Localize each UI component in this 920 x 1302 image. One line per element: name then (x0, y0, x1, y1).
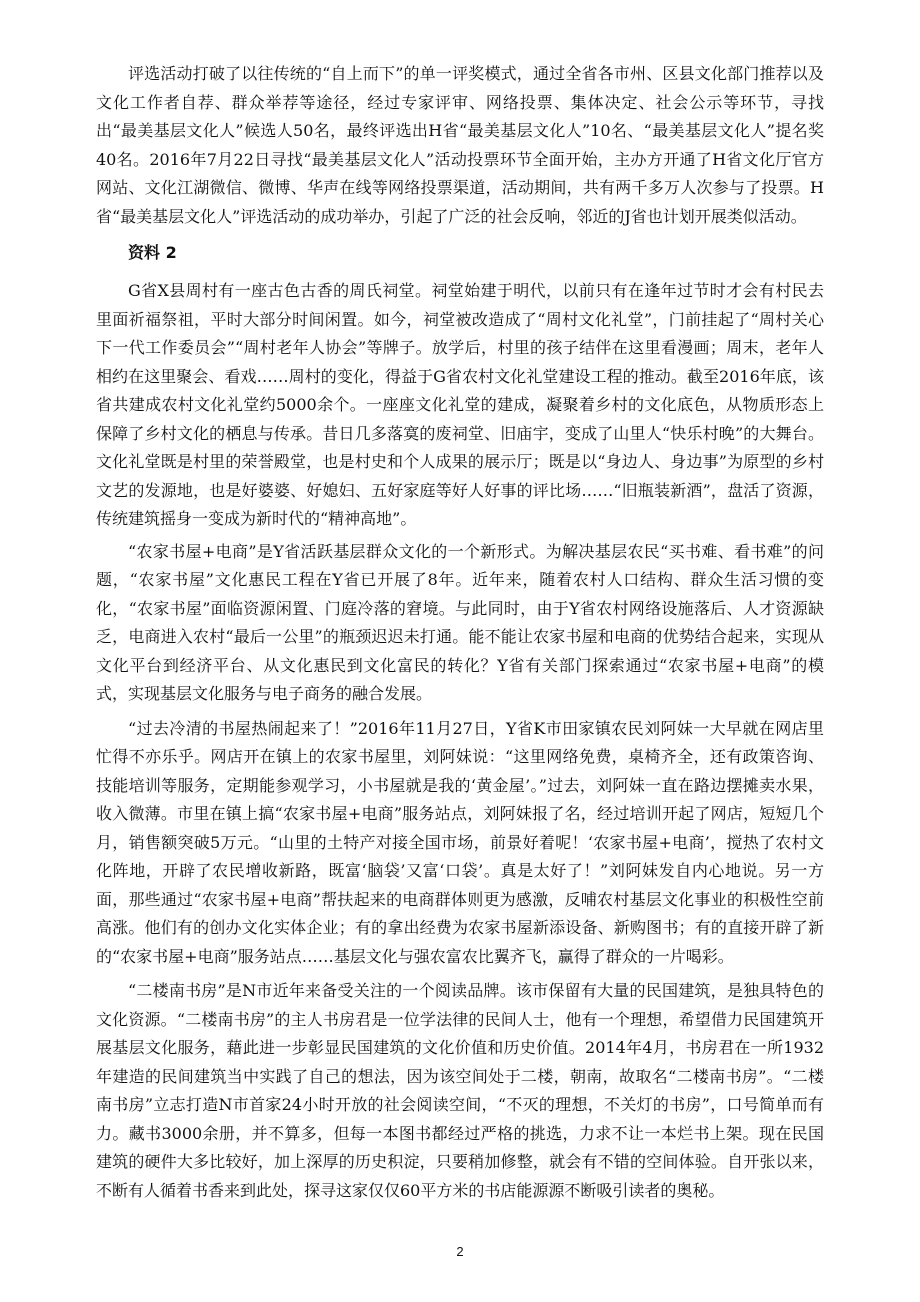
section-heading: 资料 2 (128, 243, 177, 262)
paragraph-selection-activity: 评选活动打破了以往传统的“自上而下”的单一评奖模式，通过全省各市州、区县文化部门推荐以及文化工作者自荐、群众举荐等途径，经过专家评审、网络投票、集体决定、社会公示等环节，寻找出“最美基层文化人”候选人50名，最终评选出H省“最美基层文化人”10名、“最美基层文化人”提名奖40名。2016年7月22日寻找“最美基层文化人”活动投票环节全面开始，主办方开通了H省文化厅官方网站、文化江湖微信、微博、华声在线等网络投票渠道，活动期间，共有两千多万人次参与了投票。H省“最美基层文化人”评选活动的成功举办，引起了广泛的社会反响，邻近的J省也计划开展类似活动。 (96, 64, 824, 226)
paragraph-liu-amei-story: “过去冷清的书屋热闹起来了！”2016年11月27日，Y省K市田家镇农民刘阿妹一大早就在网店里忙得不亦乐乎。网店开在镇上的农家书屋里，刘阿妹说：“这里网络免费，桌椅齐全，还有政策咨询、技能培训等服务，定期能参观学习，小书屋就是我的‘黄金屋’。”过去，刘阿妹一直在路边摆摊卖水果，收入微薄。市里在镇上搞“农家书屋+电商”服务站点，刘阿妹报了名，经过培训开起了网店，短短几个月，销售额突破5万元。“山里的土特产对接全国市场，前景好着呢！‘农家书屋+电商’，搅热了农村文化阵地，开辟了农民增收新路，既富‘脑袋’又富‘口袋’。真是太好了！”刘阿妹发自内心地说。另一方面，那些通过“农家书屋+电商”帮扶起来的电商群体则更为感激，反哺农村基层文化事业的积极性空前高涨。他们有的创办文化实体企业；有的拿出经费为农家书屋新添设备、新购图书；有的直接开辟了新的“农家书屋+电商”服务站点……基层文化与强农富农比翼齐飞，赢得了群众的一片喝彩。 (96, 718, 824, 966)
paragraph-south-study-room: “二楼南书房”是N市近年来备受关注的一个阅读品牌。该市保留有大量的民国建筑，是独具特色的文化资源。“二楼南书房”的主人书房君是一位学法律的民间人士，他有一个理想，希望借力民国建筑开展基层文化服务，藉此进一步彰显民国建筑的文化价值和历史价值。2014年4月，书房君在一所1932年建造的民间建筑当中实践了自己的想法，因为该空间处于二楼，朝南，故取名“二楼南书房”。“二楼南书房”立志打造N市首家24小时开放的社会阅读空间，“不灭的理想，不关灯的书房”，口号简单而有力。藏书3000余册，并不算多，但每一本图书都经过严格的挑选，力求不让一本烂书上架。现在民国建筑的硬件大多比较好，加上深厚的历史积淀，只要稍加修整，就会有不错的空间体验。自开张以来，不断有人循着书香来到此处，探寻这家仅仅60平方米的书店能源源不断吸引读者的奥秘。 (96, 981, 824, 1200)
document-body (96, 60, 824, 1211)
page-number: 2 (456, 1244, 464, 1259)
paragraph-bookhouse-ecommerce: “农家书屋+电商”是Y省活跃基层群众文化的一个新形式。为解决基层农民“买书难、看书难”的问题，“农家书屋”文化惠民工程在Y省已开展了8年。近年来，随着农村人口结构、群众生活习惯的变化，“农家书屋”面临资源闲置、门庭冷落的窘境。与此同时，由于Y省农村网络设施落后、人才资源缺乏，电商进入农村“最后一公里”的瓶颈迟迟未打通。能不能让农家书屋和电商的优势结合起来，实现从文化平台到经济平台、从文化惠民到文化富民的转化？Y省有关部门探索通过“农家书屋+电商”的模式，实现基层文化服务与电子商务的融合发展。 (96, 541, 824, 703)
paragraph-zhou-village-hall: G省X县周村有一座古色古香的周氏祠堂。祠堂始建于明代，以前只有在逢年过节时才会有村民去里面祈福祭祖，平时大部分时间闲置。如今，祠堂被改造成了“周村文化礼堂”，门前挂起了“周村关心下一代工作委员会”“周村老年人协会”等牌子。放学后，村里的孩子结伴在这里看漫画；周末，老年人相约在这里聚会、看戏……周村的变化，得益于G省农村文化礼堂建设工程的推动。截至2016年底，该省共建成农村文化礼堂约5000余个。一座座文化礼堂的建成，凝聚着乡村的文化底色，从物质形态上保障了乡村文化的栖息与传承。昔日几多落寞的废祠堂、旧庙宇，变成了山里人“快乐村晚”的大舞台。文化礼堂既是村里的荣誉殿堂，也是村史和个人成果的展示厅；既是以“身边人、身边事”为原型的乡村文艺的发源地，也是好婆婆、好媳妇、五好家庭等好人好事的评比场……“旧瓶装新酒”，盘活了资源，传统建筑摇身一变成为新时代的“精神高地”。 (96, 281, 824, 528)
